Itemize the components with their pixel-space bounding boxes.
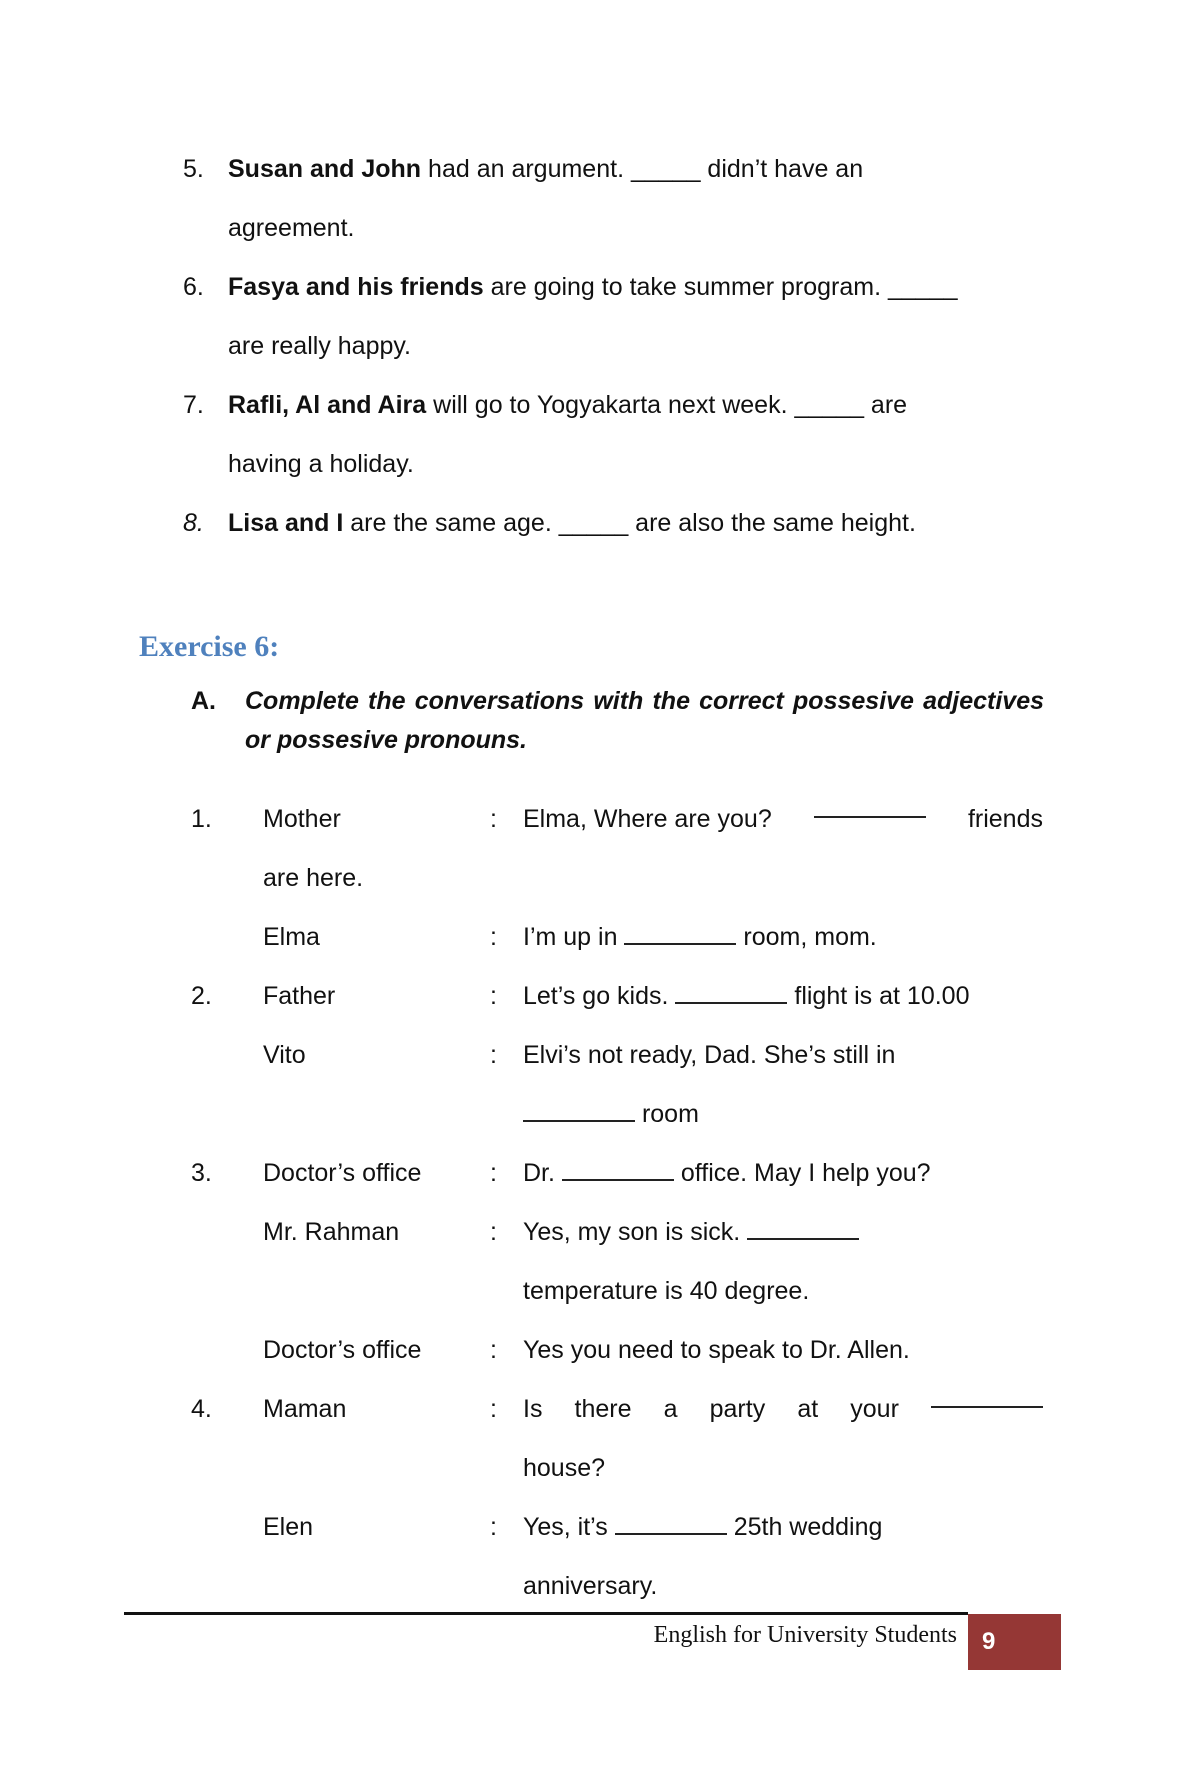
- conversation-row: [191, 790, 1051, 849]
- conversation-row: [191, 1380, 1051, 1439]
- part-label: A.: [191, 687, 216, 715]
- conversation-table: [191, 790, 1051, 1616]
- item-subject: Rafli, Al and Aira: [228, 391, 427, 419]
- speaker: Doctor’s office: [263, 1336, 422, 1364]
- dialogue-line-continued: anniversary.: [523, 1572, 658, 1600]
- dialogue-text: Let’s go kids.: [523, 982, 669, 1010]
- speaker: Mother: [263, 805, 341, 833]
- conversation-row: [191, 1439, 1051, 1498]
- page-number: 9: [982, 1628, 996, 1655]
- answer-blank: [523, 1094, 635, 1122]
- answer-blank: [562, 1153, 674, 1181]
- dialogue-word: Is: [523, 1395, 543, 1423]
- conversation-row: [191, 849, 1051, 908]
- speaker: Vito: [263, 1041, 306, 1069]
- dialogue-text: I’m up in: [523, 923, 618, 951]
- dialogue-line: [523, 1498, 1043, 1557]
- conversation-row: [191, 1498, 1051, 1557]
- answer-blank: [814, 790, 926, 818]
- item-number: 5.: [183, 155, 204, 183]
- item-text-continued: agreement.: [228, 214, 355, 242]
- conversation-row: [191, 967, 1051, 1026]
- conversation-number: 2.: [191, 982, 212, 1010]
- speaker: Father: [263, 982, 336, 1010]
- colon: :: [490, 923, 497, 951]
- dialogue-text: Elma, Where are you?: [523, 805, 772, 833]
- colon: :: [490, 1159, 497, 1187]
- dialogue-line-continued: [523, 1085, 1043, 1144]
- conversation-row: [191, 908, 1051, 967]
- dialogue-text: 25th wedding: [733, 1513, 883, 1541]
- dialogue-line-continued: temperature is 40 degree.: [523, 1277, 810, 1305]
- colon: :: [490, 982, 497, 1010]
- item-text: are the same age. _____ are also the same height.: [343, 509, 916, 537]
- item-number: 6.: [183, 273, 204, 301]
- instruction-text: Complete the conversations with the correct possesive adjectives or possesive pronouns.: [245, 687, 1044, 754]
- item-text: will go to Yogyakarta next week. _____ are: [426, 391, 908, 419]
- dialogue-line: Yes you need to speak to Dr. Allen.: [523, 1336, 910, 1364]
- item-subject: Susan and John: [228, 155, 422, 183]
- colon: :: [490, 1336, 497, 1364]
- conversation-row: [191, 1026, 1051, 1085]
- colon: :: [490, 1041, 497, 1069]
- item-number: 8.: [183, 509, 204, 537]
- conversation-row: [191, 1557, 1051, 1616]
- conversation-number: 4.: [191, 1395, 212, 1423]
- answer-blank: [747, 1212, 859, 1240]
- dialogue-text: room, mom.: [743, 923, 877, 951]
- dialogue-text: Dr.: [523, 1159, 555, 1187]
- conversation-number: 1.: [191, 805, 212, 833]
- dialogue-text: room: [641, 1100, 699, 1128]
- dialogue-line-continued: house?: [523, 1454, 606, 1482]
- colon: :: [490, 1513, 497, 1541]
- dialogue-word: party: [709, 1395, 766, 1423]
- footer-title: English for University Students: [653, 1622, 957, 1648]
- conversation-row: [191, 1262, 1051, 1321]
- speaker: Elma: [263, 923, 320, 951]
- item-text: are going to take summer program. _____: [483, 273, 958, 301]
- conversation-number: 3.: [191, 1159, 212, 1187]
- dialogue-word: at: [797, 1395, 819, 1423]
- dialogue-line: [523, 1203, 1043, 1262]
- conversation-row: [191, 1085, 1051, 1144]
- dialogue-text: Yes, my son is sick.: [523, 1218, 741, 1246]
- speaker: Mr. Rahman: [263, 1218, 400, 1246]
- colon: :: [490, 1395, 497, 1423]
- item-text: had an argument. _____ didn’t have an: [421, 155, 864, 183]
- list-item: [183, 258, 1043, 376]
- exercise-title: Exercise 6:: [139, 630, 280, 663]
- speaker: Maman: [263, 1395, 347, 1423]
- conversation-row: [191, 1321, 1051, 1380]
- dialogue-line: Elvi’s not ready, Dad. She’s still in: [523, 1041, 896, 1069]
- item-number: 7.: [183, 391, 204, 419]
- dialogue-line: [523, 967, 1043, 1026]
- conversation-row: [191, 1203, 1051, 1262]
- dialogue-line: [523, 1144, 1043, 1203]
- colon: :: [490, 1218, 497, 1246]
- dialogue-text: Yes, it’s: [523, 1513, 608, 1541]
- answer-blank: [931, 1380, 1043, 1408]
- dialogue-text: flight is at 10.00: [794, 982, 970, 1010]
- dialogue-text-continued: are here.: [263, 864, 364, 892]
- dialogue-word: there: [574, 1395, 632, 1423]
- dialogue-line: [523, 790, 1043, 849]
- list-item: [183, 376, 1043, 494]
- colon: :: [490, 805, 497, 833]
- dialogue-text: friends: [967, 805, 1043, 833]
- conversation-row: [191, 1144, 1051, 1203]
- answer-blank: [675, 976, 787, 1004]
- exercise-instruction: [191, 682, 1044, 760]
- item-text-continued: are really happy.: [228, 332, 411, 360]
- footer-rule: [124, 1612, 968, 1615]
- numbered-exercise-list: [183, 140, 1043, 553]
- list-item: [183, 140, 1043, 258]
- item-subject: Lisa and I: [228, 509, 344, 537]
- item-subject: Fasya and his friends: [228, 273, 484, 301]
- dialogue-line: [523, 1380, 1043, 1439]
- speaker: Doctor’s office: [263, 1159, 422, 1187]
- answer-blank: [624, 917, 736, 945]
- item-text-continued: having a holiday.: [228, 450, 414, 478]
- dialogue-line: [523, 908, 1043, 967]
- speaker: Elen: [263, 1513, 314, 1541]
- dialogue-word: your: [850, 1395, 899, 1423]
- dialogue-text: office. May I help you?: [680, 1159, 931, 1187]
- answer-blank: [615, 1507, 727, 1535]
- list-item: [183, 494, 1043, 553]
- page-number-badge: [968, 1614, 1061, 1670]
- dialogue-word: a: [663, 1395, 678, 1423]
